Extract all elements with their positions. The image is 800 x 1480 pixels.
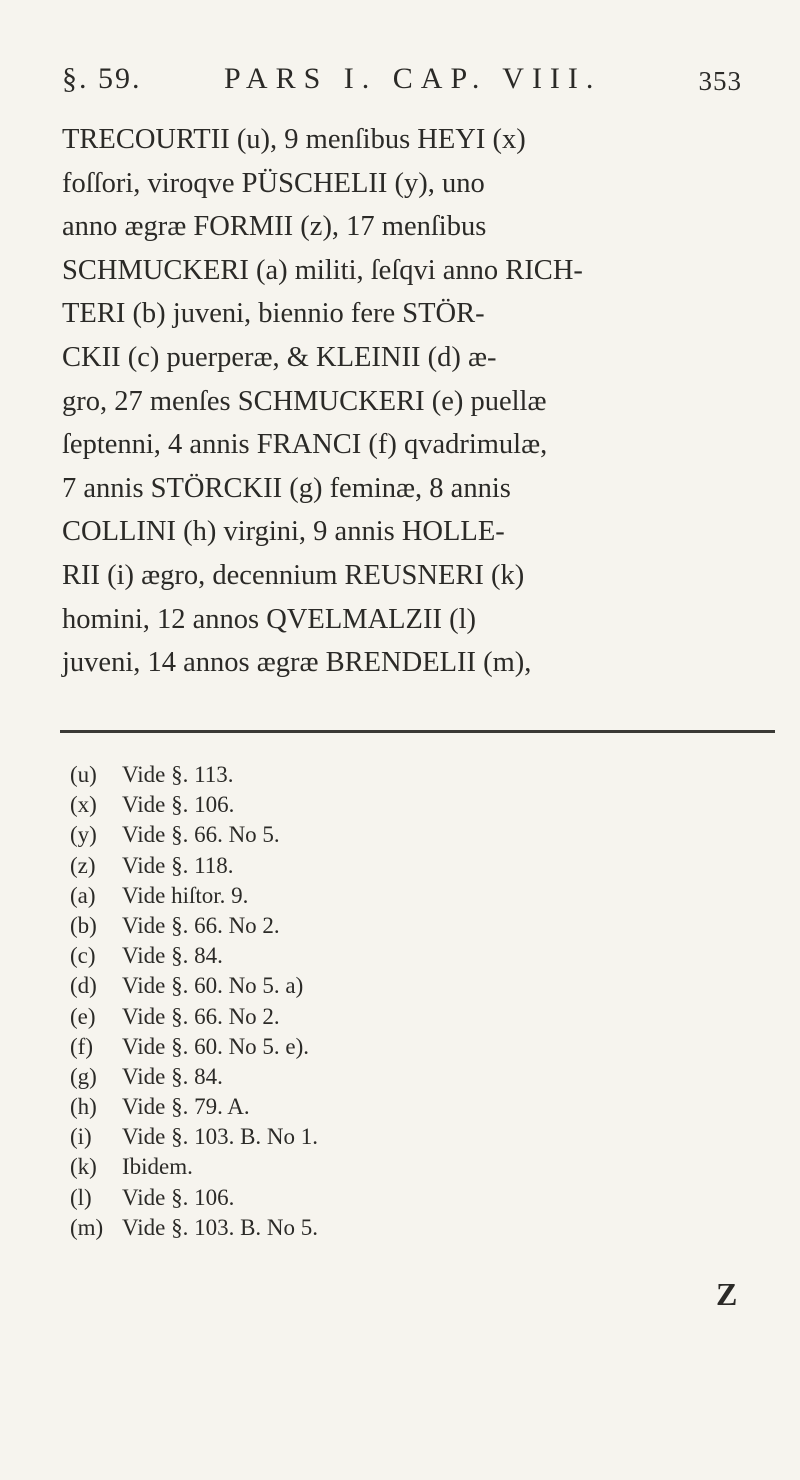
footnote: [70, 1122, 630, 1152]
footnote-text: Vide §. 66. No 2.: [122, 912, 280, 938]
footnote-mark: (l): [70, 1184, 92, 1210]
footnote: [70, 760, 630, 790]
footnote-mark: (e): [70, 1003, 96, 1029]
footnote-text: Vide §. 118.: [122, 852, 234, 878]
footnote-mark: (x): [70, 792, 97, 818]
footnote-text: Vide §. 79. A.: [122, 1094, 250, 1120]
footnote-divider: [60, 730, 775, 733]
footnote-mark: (i): [70, 1124, 92, 1150]
footnote: [70, 1183, 630, 1213]
footnote-mark: (c): [70, 943, 96, 969]
footnote-text: Vide §. 106.: [122, 1184, 235, 1210]
footnote: [70, 820, 630, 850]
footnote-mark: (a): [70, 882, 96, 908]
footnote: [70, 971, 630, 1001]
footnote: [70, 851, 630, 881]
footnote-mark: (g): [70, 1063, 97, 1089]
footnote-text: Vide §. 113.: [122, 762, 234, 787]
footnote-mark: (f): [70, 1033, 93, 1059]
footnote-text: Vide §. 84.: [122, 943, 223, 969]
footnote-text: Vide §. 60. No 5. e).: [122, 1033, 310, 1059]
footnote: [70, 790, 630, 820]
footnote-mark: (d): [70, 973, 97, 999]
footnote-text: Vide §. 66. No 2.: [122, 1003, 280, 1029]
footnote-text: Vide §. 84.: [122, 1063, 223, 1089]
text-line: CKII (c) puerperæ, & KLEINII (d) æ-: [62, 341, 497, 373]
text-line: homini, 12 annos QVELMALZII (l): [62, 603, 476, 635]
text-line: anno ægræ FORMII (z), 17 menſibus: [62, 211, 487, 243]
footnote: [70, 881, 630, 911]
text-line: juveni, 14 annos ægræ BRENDELII (m),: [62, 647, 532, 679]
page-number: 353: [698, 66, 742, 96]
section-number: §. 59.: [62, 62, 142, 95]
text-line: 7 annis STÖRCKII (g) feminæ, 8 annis: [62, 472, 511, 504]
signature-mark: Z: [716, 1276, 738, 1312]
text-line: TRECOURTII (u), 9 menſibus HEYI (x): [62, 124, 526, 155]
footnote-mark: (m): [70, 1214, 104, 1240]
footnotes: [70, 760, 630, 1243]
text-line: foſſori, viroqve PÜSCHELII (y), uno: [62, 167, 485, 199]
footnote-text: Vide §. 103. B. No 1.: [122, 1124, 319, 1150]
footnote-text: Vide §. 103. B. No 5.: [122, 1214, 319, 1240]
main-text: [62, 118, 762, 685]
footnote-text: Vide hiſtor. 9.: [122, 882, 249, 908]
text-line: RII (i) ægro, decennium REUSNERI (k): [62, 559, 525, 591]
footnote: [70, 1213, 630, 1243]
text-line: ſeptenni, 4 annis FRANCI (f) qvadrimulæ,: [62, 429, 548, 461]
running-title: PARS I. CAP. VIII.: [224, 62, 602, 95]
text-line: gro, 27 menſes SCHMUCKERI (e) puellæ: [62, 385, 547, 417]
footnote: [70, 1092, 630, 1122]
text-line: COLLINI (h) virgini, 9 annis HOLLE-: [62, 516, 505, 548]
footnote: [70, 1032, 630, 1062]
footnote-mark: (b): [70, 912, 97, 938]
footnote-mark: (u): [70, 762, 97, 787]
footnote-mark: (y): [70, 822, 97, 848]
footnote-text: Vide §. 60. No 5. a): [122, 973, 304, 999]
text-line: SCHMUCKERI (a) militi, ſeſqvi anno RICH-: [62, 254, 583, 286]
footnote-text: Vide §. 106.: [122, 792, 235, 818]
footnote-text: Ibidem.: [122, 1154, 193, 1180]
footnote: [70, 911, 630, 941]
footnote-mark: (z): [70, 852, 96, 878]
footnote-mark: (k): [70, 1154, 97, 1180]
footnote: [70, 1062, 630, 1092]
footnote-text: Vide §. 66. No 5.: [122, 822, 280, 848]
running-head: [62, 62, 760, 102]
footnote: [70, 1152, 630, 1182]
text-line: TERI (b) juveni, biennio fere STÖR-: [62, 298, 485, 330]
footnote-mark: (h): [70, 1094, 97, 1120]
footnote: [70, 1002, 630, 1032]
footnote: [70, 941, 630, 971]
